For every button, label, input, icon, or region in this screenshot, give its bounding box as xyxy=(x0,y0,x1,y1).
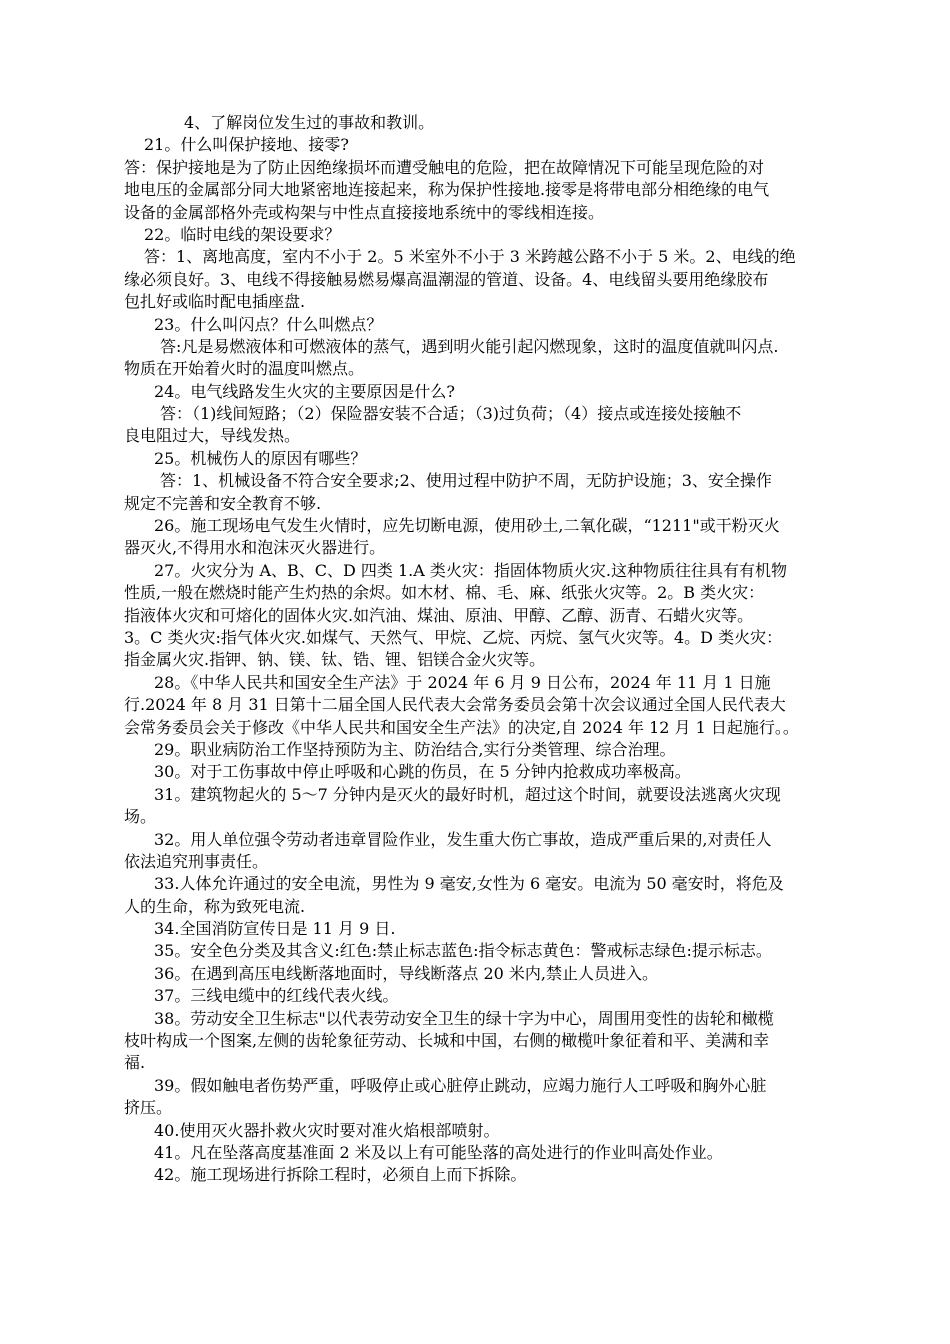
text-line: 41。凡在坠落高度基准面 2 米及以上有可能坠落的高处进行的作业叫高处作业。 xyxy=(154,1142,723,1162)
text-line: 答:凡是易燃液体和可燃液体的蒸气，遇到明火能引起闪燃现象，这时的温度值就叫闪点. xyxy=(160,336,779,356)
text-line: 34.全国消防宣传日是 11 月 9 日. xyxy=(154,919,396,939)
text-line: 依法追究刑事责任。 xyxy=(124,851,269,871)
text-line: 包扎好或临时配电插座盘. xyxy=(124,292,306,312)
text-line: 地电压的金属部分同大地紧密地连接起来，称为保护性接地.接零是将带电部分相绝缘的电气 xyxy=(124,180,770,200)
text-line: 28。《中华人民共和国安全生产法》于 2024 年 6 月 9 日公布，2024 年 11 月 1 日施 xyxy=(154,672,771,692)
text-line: 性质,一般在燃烧时能产生灼热的余烬。如木材、棉、毛、麻、纸张火灾等。2。B 类火灾： xyxy=(124,583,765,603)
text-line: 4、了解岗位发生过的事故和教训。 xyxy=(184,113,435,132)
text-line: 枝叶构成一个图案,左侧的齿轮象征劳动、长城和中国，右侧的橄榄叶象征着和平、美满和幸 xyxy=(124,1031,770,1051)
document-page xyxy=(124,112,828,1187)
text-line: 39。假如触电者伤势严重，呼吸停止或心脏停止跳动，应竭力施行人工呼吸和胸外心脏 xyxy=(154,1075,767,1095)
text-line: 36。在遇到高压电线断落地面时，导线断落点 20 米内,禁止人员进入。 xyxy=(154,963,658,983)
text-line: 指金属火灾.指钾、钠、镁、钛、锆、锂、铝镁合金火灾等。 xyxy=(124,650,546,670)
text-line: 37。三线电缆中的红线代表火线。 xyxy=(154,986,399,1006)
text-line: 38。劳动安全卫生标志"以代表劳动安全卫生的绿十字为中心，周围用变性的齿轮和橄榄 xyxy=(154,1008,774,1028)
text-line: 行.2024 年 8 月 31 日第十二届全国人民代表大会常务委员会第十次会议通过全国人民代表大 xyxy=(124,695,786,715)
text-line: 26。施工现场电气发生火情时，应先切断电源，使用砂土,二氧化碳，“1211"或干粉灭火 xyxy=(154,516,780,536)
text-line: 挤压。 xyxy=(124,1098,173,1118)
text-line: 指液体火灾和可熔化的固体火灾.如汽油、煤油、原油、甲醇、乙醇、沥青、石蜡火灾等。 xyxy=(124,605,754,625)
text-line: 35。安全色分类及其含义:红色:禁止标志蓝色:指令标志黄色：警戒标志绿色:提示标志。 xyxy=(154,941,772,961)
text-line: 40.使用灭火器扑救火灾时要对准火焰根部喷射。 xyxy=(154,1120,500,1140)
text-line: 25。机械伤人的原因有哪些？ xyxy=(154,448,367,468)
text-line: 缘必须良好。3、电线不得接触易燃易爆高温潮湿的管道、设备。4、电线留头要用绝缘胶布 xyxy=(124,269,769,289)
text-line: 答：保护接地是为了防止因绝缘损坏而遭受触电的危险，把在故障情况下可能呈现危险的对 xyxy=(124,157,765,177)
text-line: 31。建筑物起火的 5～7 分钟内是灭火的最好时机，超过这个时间，就要设法逃离火灾现 xyxy=(154,784,781,804)
text-line: 21。什么叫保护接地、接零? xyxy=(144,135,349,155)
text-line: 33.人体允许通过的安全电流，男性为 9 毫安,女性为 6 毫安。电流为 50 毫安时，将危及 xyxy=(154,874,784,894)
text-line: 答：1、离地高度，室内不小于 2。5 米室外不小于 3 米跨越公路不小于 5 米。2、电线的绝 xyxy=(144,247,796,267)
text-line: 23。什么叫闪点？什么叫燃点？ xyxy=(154,314,383,334)
text-line: 人的生命，称为致死电流. xyxy=(124,896,306,916)
text-line: 规定不完善和安全教育不够. xyxy=(124,493,322,513)
text-line: 24。电气线路发生火灾的主要原因是什么? xyxy=(154,381,455,401)
text-line: 器灭火,不得用水和泡沫灭火器进行。 xyxy=(124,538,386,558)
text-line: 32。用人单位强令劳动者违章冒险作业，发生重大伤亡事故，造成严重后果的,对责任人 xyxy=(154,829,772,849)
text-line: 30。对于工伤事故中停止呼吸和心跳的伤员，在 5 分钟内抢救成功率极高。 xyxy=(154,762,691,782)
text-line: 良电阻过大，导线发热。 xyxy=(124,426,301,446)
text-line: 物质在开始着火时的温度叫燃点。 xyxy=(124,359,365,379)
text-line: 22。临时电线的架设要求？ xyxy=(144,224,341,244)
text-line: 会常务委员会关于修改《中华人民共和国安全生产法》的决定,自 2024 年 12 月 1 日起施行。。 xyxy=(124,717,799,737)
text-line: 3。C 类火灾:指气体火灾.如煤气、天然气、甲烷、乙烷、丙烷、氢气火灾等。4。D 类火灾： xyxy=(124,627,783,647)
text-line: 答：（1)线间短路；（2）保险器安装不合适；（3)过负荷；（4）接点或连接处接触不 xyxy=(160,404,742,424)
text-line: 42。施工现场进行拆除工程时，必须自上而下拆除。 xyxy=(154,1165,527,1185)
text-line: 场。 xyxy=(124,807,157,827)
text-line: 29。职业病防治工作坚持预防为主、防治结合,实行分类管理、综合治理。 xyxy=(154,739,676,759)
text-line: 设备的金属部格外壳或构架与中性点直接接地系统中的零线相连接。 xyxy=(124,202,605,222)
text-line: 答：1、机械设备不符合安全要求;2、使用过程中防护不周，无防护设施；3、安全操作 xyxy=(160,471,772,491)
text-line: 27。火灾分为 A、B、C、D 四类 1.A 类火灾：指固体物质火灾.这种物质往往具有有机物 xyxy=(154,560,787,580)
text-line: 福. xyxy=(124,1053,146,1073)
